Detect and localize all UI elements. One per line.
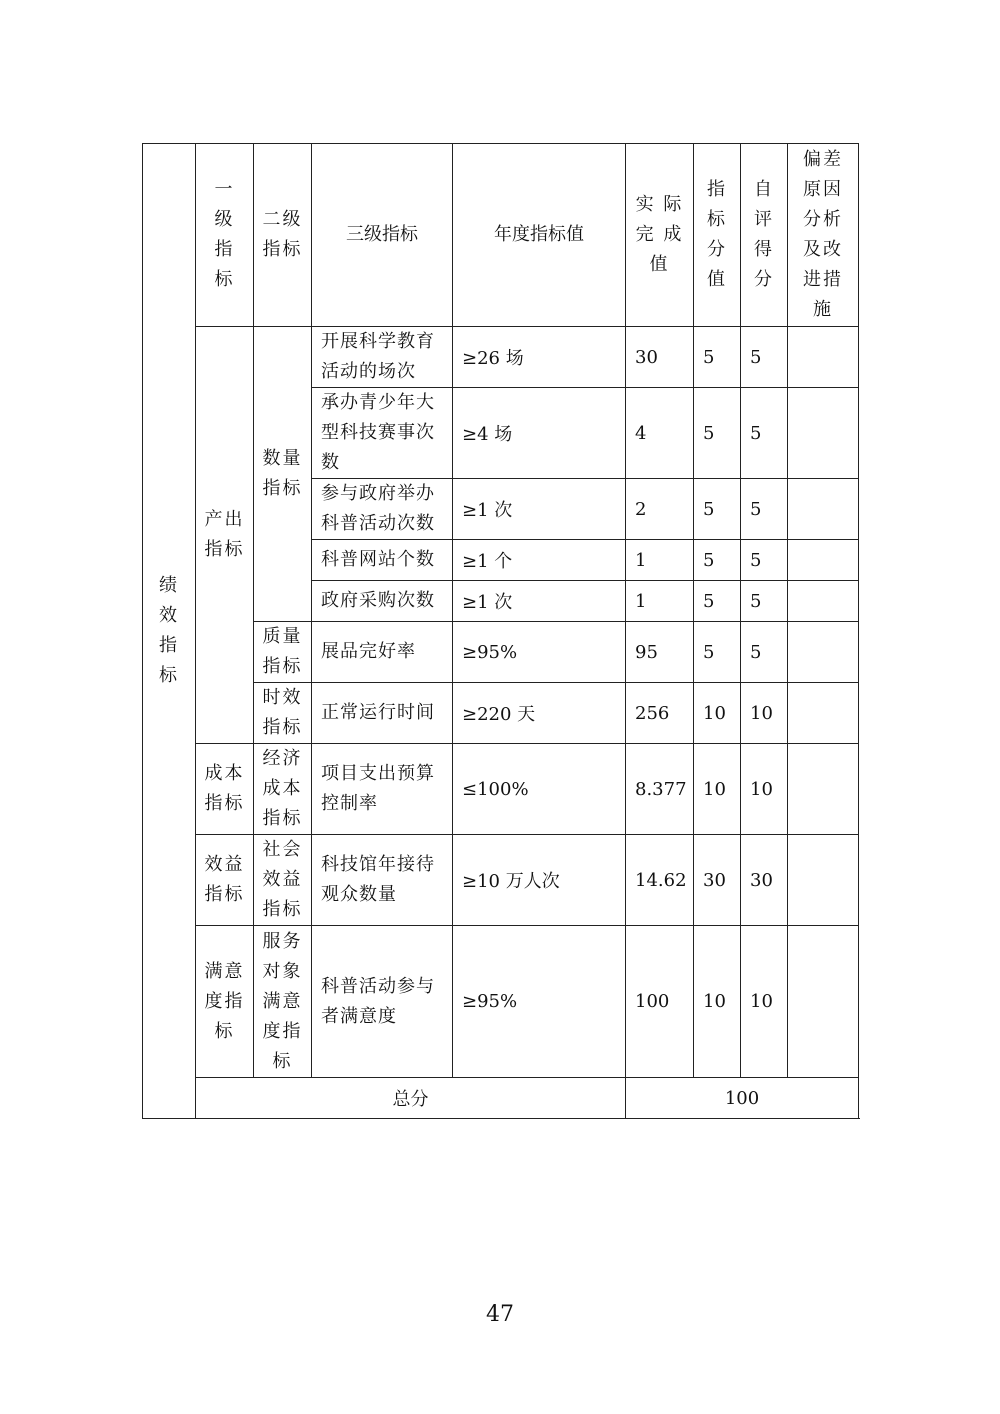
weight-value: 5 — [694, 581, 741, 622]
score-value: 5 — [741, 622, 788, 683]
target-value: ≥26 场 — [453, 327, 626, 388]
page-number: 47 — [486, 1302, 514, 1327]
performance-table — [142, 143, 859, 1119]
actual-value: 14.62 — [626, 835, 694, 926]
deviation-note — [788, 388, 859, 479]
total-row — [143, 1078, 859, 1119]
target-value: ≥1 个 — [453, 540, 626, 581]
group-quality: 质量指标 — [254, 622, 312, 683]
table-row — [143, 835, 859, 926]
weight-value: 5 — [694, 540, 741, 581]
table-row — [143, 926, 859, 1078]
header-weight: 指标分值 — [694, 144, 741, 327]
group-satisfaction: 满意度指标 — [196, 926, 254, 1078]
indicator-name: 科技馆年接待观众数量 — [312, 835, 453, 926]
deviation-note — [788, 926, 859, 1078]
header-deviation: 偏差原因分析及改进措施 — [788, 144, 859, 327]
header-row — [143, 144, 859, 327]
actual-value: 2 — [626, 479, 694, 540]
table-row — [143, 327, 859, 388]
actual-value: 256 — [626, 683, 694, 744]
actual-value: 30 — [626, 327, 694, 388]
deviation-note — [788, 622, 859, 683]
indicator-name: 展品完好率 — [312, 622, 453, 683]
actual-value: 4 — [626, 388, 694, 479]
target-value: ≥95% — [453, 926, 626, 1078]
weight-value: 10 — [694, 926, 741, 1078]
table-row — [143, 744, 859, 835]
header-self-score: 自评得分 — [741, 144, 788, 327]
indicator-name: 参与政府举办科普活动次数 — [312, 479, 453, 540]
target-value: ≥220 天 — [453, 683, 626, 744]
indicator-name: 项目支出预算控制率 — [312, 744, 453, 835]
score-value: 10 — [741, 926, 788, 1078]
indicator-name: 科普活动参与者满意度 — [312, 926, 453, 1078]
score-value: 5 — [741, 479, 788, 540]
score-value: 5 — [741, 388, 788, 479]
group-service-satisfaction: 服务对象满意度指标 — [254, 926, 312, 1078]
header-level2: 二级指标 — [254, 144, 312, 327]
target-value: ≤100% — [453, 744, 626, 835]
group-quantity: 数量指标 — [254, 327, 312, 622]
header-level3: 三级指标 — [312, 144, 453, 327]
score-value: 5 — [741, 581, 788, 622]
target-value: ≥4 场 — [453, 388, 626, 479]
weight-value: 5 — [694, 388, 741, 479]
indicator-name: 科普网站个数 — [312, 540, 453, 581]
header-annual-target: 年度指标值 — [453, 144, 626, 327]
group-cost: 成本指标 — [196, 744, 254, 835]
outer-label: 绩效指标 — [143, 144, 196, 1119]
score-value: 5 — [741, 327, 788, 388]
weight-value: 10 — [694, 744, 741, 835]
weight-value: 10 — [694, 683, 741, 744]
actual-value: 8.377 — [626, 744, 694, 835]
group-social-benefit: 社会效益指标 — [254, 835, 312, 926]
weight-value: 5 — [694, 622, 741, 683]
total-label: 总分 — [196, 1078, 626, 1119]
actual-value: 1 — [626, 540, 694, 581]
score-value: 30 — [741, 835, 788, 926]
group-output: 产出指标 — [196, 327, 254, 744]
group-benefit: 效益指标 — [196, 835, 254, 926]
deviation-note — [788, 835, 859, 926]
actual-value: 95 — [626, 622, 694, 683]
target-value: ≥1 次 — [453, 581, 626, 622]
group-timeliness: 时效指标 — [254, 683, 312, 744]
weight-value: 30 — [694, 835, 741, 926]
indicator-name: 正常运行时间 — [312, 683, 453, 744]
actual-value: 1 — [626, 581, 694, 622]
total-value: 100 — [626, 1078, 859, 1119]
deviation-note — [788, 744, 859, 835]
group-economic-cost: 经济成本指标 — [254, 744, 312, 835]
target-value: ≥95% — [453, 622, 626, 683]
target-value: ≥10 万人次 — [453, 835, 626, 926]
target-value: ≥1 次 — [453, 479, 626, 540]
indicator-name: 承办青少年大型科技赛事次数 — [312, 388, 453, 479]
weight-value: 5 — [694, 327, 741, 388]
deviation-note — [788, 479, 859, 540]
deviation-note — [788, 581, 859, 622]
weight-value: 5 — [694, 479, 741, 540]
header-level1: 一级指标 — [196, 144, 254, 327]
indicator-name: 政府采购次数 — [312, 581, 453, 622]
deviation-note — [788, 540, 859, 581]
score-value: 10 — [741, 683, 788, 744]
deviation-note — [788, 683, 859, 744]
score-value: 10 — [741, 744, 788, 835]
deviation-note — [788, 327, 859, 388]
indicator-name: 开展科学教育活动的场次 — [312, 327, 453, 388]
actual-value: 100 — [626, 926, 694, 1078]
score-value: 5 — [741, 540, 788, 581]
header-actual: 实 际完 成值 — [626, 144, 694, 327]
